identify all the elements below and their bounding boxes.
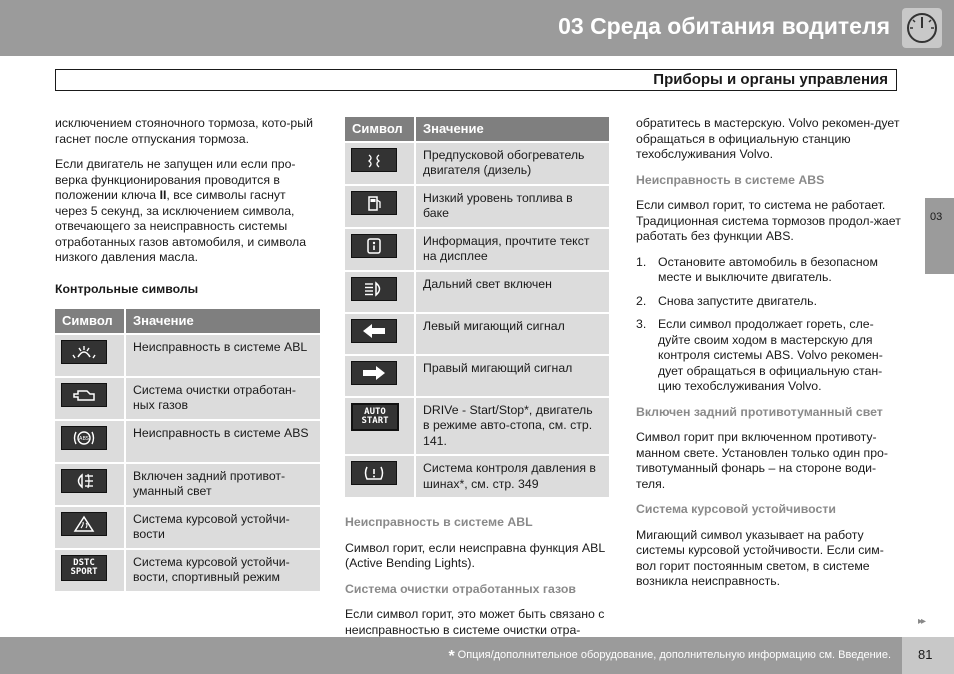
meaning-cell: Система курсовой устойчи-вости <box>126 507 320 548</box>
step-text: Остановите автомобиль в безопасном месте и выключите двигатель. <box>658 254 878 284</box>
step-number: 1. <box>636 254 647 269</box>
meaning-cell: Низкий уровень топлива в баке <box>416 186 609 227</box>
step-text: Если символ продолжает гореть, сле-дуйте своим ходом в мастерскую для контроля системы ABS. Volvo рекомен-дует обращаться в официальную стан-цию техобслуживания Volvo. <box>658 317 883 393</box>
meaning-cell: Включен задний противот-уманный свет <box>126 464 320 505</box>
footnote-star: * <box>448 648 455 665</box>
table-row <box>55 378 320 419</box>
table-row <box>345 398 609 455</box>
table-row <box>55 421 320 462</box>
list-item <box>636 255 902 286</box>
table-row <box>345 314 609 354</box>
information-icon <box>351 234 397 258</box>
chapter-side-tab[interactable] <box>925 198 954 274</box>
column-1 <box>55 116 320 601</box>
table-row <box>345 143 609 184</box>
meaning-cell: DRIVe - Start/Stop*, двигатель в режиме авто-стопа, см. стр. 141. <box>416 398 609 455</box>
step-number: 2. <box>636 293 647 308</box>
glow-plug-icon <box>351 148 397 172</box>
icon-label: START <box>361 415 389 426</box>
paragraph: Если символ горит, то система не работает. Традиционная система тормозов продол-жает работать без функции ABS. <box>636 198 901 243</box>
paragraph: Мигающий символ указывает на работу системы курсовой устойчивости. Если сим-вол горит постоянным светом, в системе возникла неисправность. <box>636 527 884 588</box>
paragraph <box>55 157 320 266</box>
key-position: II <box>159 188 167 202</box>
meaning-cell: Неисправность в системе ABS <box>126 421 320 462</box>
step-number: 3. <box>636 317 647 331</box>
symbol-table-2 <box>345 115 609 499</box>
abs-heading: Неисправность в системе ABS <box>636 172 825 187</box>
section-bar <box>55 69 897 91</box>
meaning-cell: Система контроля давления в шинах*, см. стр. 349 <box>416 456 609 497</box>
control-symbols-heading: Контрольные символы <box>55 281 199 296</box>
table-row <box>345 356 609 396</box>
left-arrow-icon <box>351 319 397 343</box>
paragraph: Если символ горит, это может быть связано с неисправностью в системе очистки отра- <box>345 607 605 637</box>
paragraph: Символ горит, если неисправна функция ABL (Active Bending Lights). <box>345 540 605 570</box>
chapter-title: 03 Среда обитания водителя <box>558 13 890 39</box>
paragraph: исключением стояночного тормоза, кото-рый гаснет после отпускания тормоза. <box>55 116 313 146</box>
page-number-box <box>902 637 954 674</box>
table-row <box>345 229 609 270</box>
table-row <box>55 464 320 505</box>
table-row <box>55 550 320 591</box>
icon-label: SPORT <box>70 566 98 577</box>
table-row <box>345 456 609 497</box>
header-band <box>0 0 954 56</box>
list-item <box>636 317 902 395</box>
dstc-sport-icon <box>61 555 107 581</box>
footnote <box>448 648 891 666</box>
list-item <box>636 294 902 310</box>
meaning-cell: Система очистки отработан-ных газов <box>126 378 320 419</box>
column-3 <box>636 116 902 600</box>
meaning-cell: Предпусковой обогреватель двигателя (дизель) <box>416 143 609 184</box>
meaning-cell: Система курсовой устойчи-вости, спортивный режим <box>126 550 320 591</box>
icon-label: AUTO <box>364 406 386 417</box>
meaning-cell: Левый мигающий сигнал <box>416 314 609 354</box>
text: Если двигатель не запущен или если про-верка функционирования проводится в положении ключа <box>55 157 296 202</box>
column-header-meaning: Значение <box>126 309 320 333</box>
exhaust-heading: Система очистки отработанных газов <box>345 581 576 596</box>
meaning-cell: Неисправность в системе ABL <box>126 335 320 376</box>
tire-pressure-icon <box>351 461 397 485</box>
abs-icon <box>61 426 107 450</box>
stability-control-icon <box>61 512 107 536</box>
speedometer-icon <box>902 8 942 48</box>
table-row <box>55 507 320 548</box>
high-beam-icon <box>351 277 397 301</box>
auto-start-icon <box>351 403 399 431</box>
abl-heading: Неисправность в системе ABL <box>345 515 533 529</box>
stability-heading: Система курсовой устойчивости <box>636 502 836 516</box>
rear-fog-light-icon <box>61 469 107 493</box>
footer-band <box>0 637 954 674</box>
step-text: Снова запустите двигатель. <box>658 293 817 308</box>
fuel-pump-icon <box>351 191 397 215</box>
column-2 <box>345 115 609 664</box>
chapter-tab-label: 03 <box>930 211 943 223</box>
engine-icon <box>61 383 107 407</box>
footnote-text: Опция/дополнительное оборудование, дополнительную информацию см. Введение. <box>457 649 891 661</box>
text: , все символы гаснут через 5 секунд, за исключением символа, отвечающего за неисправность системы отработанных газов автомобиля, и символа низкого давления масла. <box>55 188 307 264</box>
table-row <box>345 272 609 312</box>
abl-headlight-icon <box>61 340 107 364</box>
fog-heading: Включен задний противотуманный свет <box>636 404 883 419</box>
column-header-meaning: Значение <box>416 117 609 141</box>
paragraph: обратитесь в мастерскую. Volvo рекомен-дует обращаться в официальную станцию техобслуживания Volvo. <box>636 116 900 161</box>
meaning-cell: Правый мигающий сигнал <box>416 356 609 396</box>
table-row <box>55 335 320 376</box>
table-row <box>345 186 609 227</box>
paragraph: Символ горит при включенном противоту-манном свете. Установлен только один про-тивотуманный фонарь – на стороне води-теля. <box>636 430 888 491</box>
meaning-cell: Дальний свет включен <box>416 272 609 312</box>
abs-steps-list <box>636 255 902 395</box>
right-arrow-icon <box>351 361 397 385</box>
column-header-symbol: Символ <box>55 309 126 333</box>
symbol-table-1 <box>55 307 320 593</box>
next-page-arrows-icon: ▸▸ <box>918 616 925 627</box>
svg-text:ABS: ABS <box>79 435 89 442</box>
meaning-cell: Информация, прочтите текст на дисплее <box>416 229 609 270</box>
section-title: Приборы и органы управления <box>653 71 888 88</box>
column-header-symbol: Символ <box>345 117 416 141</box>
icon-label: DSTC <box>73 557 95 568</box>
page-number: 81 <box>918 647 933 662</box>
